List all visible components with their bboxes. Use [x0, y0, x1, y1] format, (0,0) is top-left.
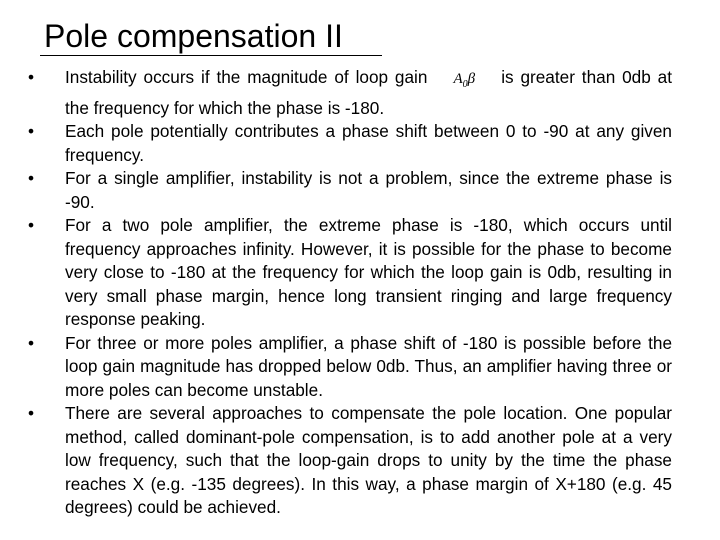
bullet-item: • Each pole potentially contributes a phase shift between 0 to -90 at any given frequency.	[28, 120, 672, 167]
bullet-text: is greater than 0db at the frequency for which the phase is -180.	[65, 67, 672, 118]
formula-beta: β	[467, 71, 476, 87]
bullet-item: • There are several approaches to compensate the pole location. One popular method, called dominant-pole compensation, is to add another pole at a very low frequency, such that the loop-gain drops to unity by the time the phase reaches X (e.g. -135 degrees). In this way, a phase margin of X+180 (e.g. 45 degrees) could be achieved.	[28, 402, 672, 520]
bullet-text: Instability occurs if the magnitude of loop gain	[65, 67, 428, 87]
loop-gain-formula	[434, 68, 494, 97]
bullet-item: • For a single amplifier, instability is not a problem, since the extreme phase is -90.	[28, 167, 672, 214]
bullet-list	[28, 66, 672, 520]
title-underline	[40, 55, 382, 56]
bullet-item: • For a two pole amplifier, the extreme phase is -180, which occurs until frequency approaches infinity. However, it is possible for the phase to become very close to -180 at the frequency for which the loop gain is 0db, resulting in very small phase margin, hence long transient ringing and large frequency response peaking.	[28, 214, 672, 332]
formula-subscript: 0	[462, 79, 468, 90]
bullet-item	[28, 66, 672, 120]
formula-base: A	[453, 71, 463, 87]
slide-title: Pole compensation II	[44, 18, 343, 54]
bullet-item: • For three or more poles amplifier, a phase shift of -180 is possible before the loop gain magnitude has dropped below 0db. Thus, an amplifier having three or more poles can become unstable.	[28, 332, 672, 403]
